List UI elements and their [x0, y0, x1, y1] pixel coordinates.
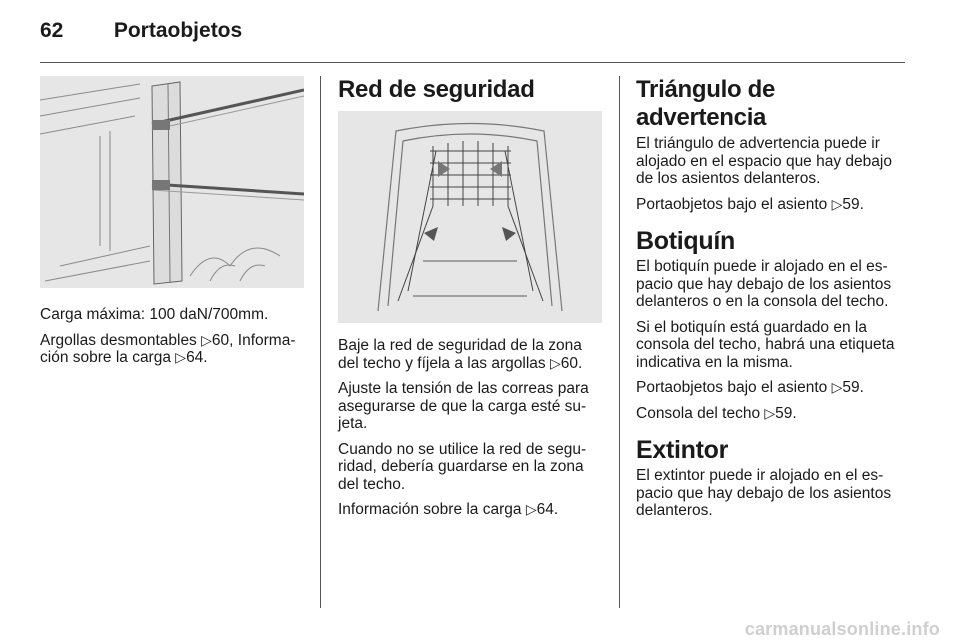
page-reference-arrow-icon: ▷ — [549, 354, 561, 371]
adjust-straps-text: Ajuste la tensión de las correas para asegurarse de que la carga esté su- jeta. — [338, 380, 589, 432]
first-aid-label-text: Si el botiquín está guardado en la consola del techo, habrá una etiqueta indicativa en la misma. — [636, 318, 895, 371]
warning-triangle-text: El triángulo de advertencia puede ir alojado en el espacio que hay debajo de los asientos delanteros. — [636, 135, 892, 187]
column-1 — [40, 76, 304, 367]
page-reference-arrow-icon: ▷ — [201, 331, 212, 348]
cargo-area-partition-illustration — [40, 76, 304, 288]
column-3 — [636, 76, 906, 520]
section-heading-warning-triangle: Triángulo de advertencia — [636, 76, 776, 131]
load-info-text: Información sobre la carga ▷64. — [338, 501, 559, 518]
page-reference-arrow-icon: ▷ — [525, 501, 537, 517]
page-reference-arrow-icon: ▷ — [764, 404, 776, 421]
page-reference-arrow-icon: ▷ — [831, 379, 843, 395]
section-heading-extinguisher: Extintor — [636, 436, 729, 464]
extinguisher-text: El extintor puede ir alojado en el es- pacio que hay debajo de los asientos delanteros. — [636, 467, 892, 519]
column-divider-1 — [320, 76, 321, 608]
first-aid-text: El botiquín puede ir alojado en el es- pacio que hay debajo de los asientos delanteros o en la consola del techo. — [636, 258, 892, 310]
lower-net-text: Baje la red de seguridad de la zona del techo y fíjela a las argollas ▷60. — [338, 337, 583, 372]
section-heading-safety-net: Red de seguridad — [338, 76, 535, 103]
column-divider-2 — [619, 76, 620, 608]
section-heading-first-aid: Botiquín — [636, 227, 735, 255]
storage-net-text: Cuando no se utilice la red de segu- ridad, debería guardarse en la zona del techo. — [338, 440, 587, 493]
page-header — [40, 19, 242, 43]
removable-rings-text: Argollas desmontables ▷60, Informa- ción sobre la carga ▷64. — [40, 331, 296, 366]
column-2 — [338, 76, 604, 519]
first-aid-ref-seat: Portaobjetos bajo el asiento ▷59. — [636, 379, 864, 396]
header-rule — [40, 62, 905, 63]
warning-triangle-ref: Portaobjetos bajo el asiento ▷59. — [636, 195, 864, 213]
cargo-partition-figure — [40, 76, 304, 288]
watermark: carmanualsonline.info — [744, 619, 940, 639]
van-safety-net-illustration — [338, 111, 602, 323]
page-number: 62 — [40, 19, 64, 42]
page-reference-arrow-icon: ▷ — [831, 195, 843, 212]
max-load-text: Carga máxima: 100 daN/700mm. — [40, 306, 269, 323]
page-title: Portaobjetos — [113, 19, 243, 42]
page-reference-arrow-icon: ▷ — [175, 349, 187, 365]
first-aid-ref-console: Consola del techo ▷59. — [636, 404, 797, 422]
safety-net-figure — [338, 111, 602, 323]
